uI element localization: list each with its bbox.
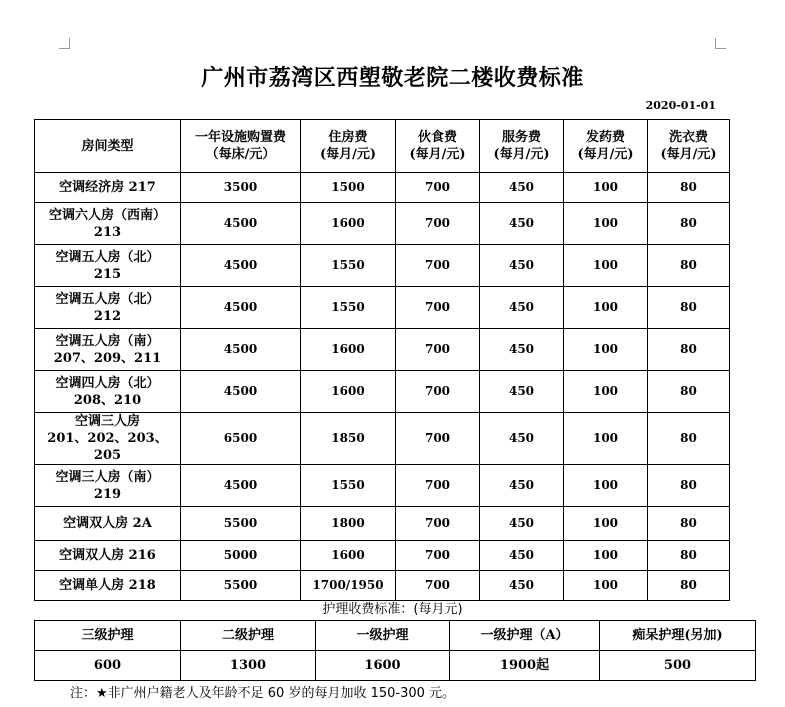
service-fee-cell: 450: [480, 203, 564, 245]
laundry-fee-cell: 80: [648, 507, 730, 541]
footnote: 注：★非广州户籍老人及年龄不足 60 岁的每月加收 150-300 元。: [70, 686, 456, 701]
nursing-value-level2: 1300: [181, 651, 316, 681]
table-row: [35, 203, 730, 245]
medicine-fee-cell: 100: [564, 571, 648, 601]
nursing-fee-table: [34, 620, 756, 681]
room-type-cell: [35, 413, 181, 465]
housing-fee-cell: 1600: [301, 329, 396, 371]
table-row: [35, 173, 730, 203]
nursing-caption: 护理收费标准：(每月元): [322, 602, 463, 617]
header-housing-fee: 住房费 (每月/元): [301, 120, 396, 173]
room-type-cell: [35, 465, 181, 507]
facility-fee-cell: 5000: [181, 541, 301, 571]
nursing-value-level1a: 1900起: [450, 651, 600, 681]
fee-table-header-row: [35, 120, 730, 173]
housing-fee-cell: 1850: [301, 413, 396, 465]
room-name: 空调四人房（北）: [55, 375, 160, 391]
room-type-cell: [35, 571, 181, 601]
header-facility-fee: 一年设施购置费 （每床/元）: [181, 120, 301, 173]
room-type-cell: [35, 371, 181, 413]
room-number: 201、202、203、205: [47, 431, 168, 463]
room-number: 207、209、211: [53, 350, 162, 366]
header-service-fee: 服务费 (每月/元): [480, 120, 564, 173]
service-fee-cell: 450: [480, 413, 564, 465]
table-row: [35, 571, 730, 601]
document-title: 广州市荔湾区西塱敬老院二楼收费标准: [201, 65, 584, 91]
facility-fee-cell: 4500: [181, 203, 301, 245]
housing-fee-cell: 1550: [301, 465, 396, 507]
service-fee-cell: 450: [480, 465, 564, 507]
table-row: [35, 541, 730, 571]
table-row: [35, 507, 730, 541]
housing-fee-cell: 1550: [301, 287, 396, 329]
service-fee-cell: 450: [480, 571, 564, 601]
room-type-cell: [35, 507, 181, 541]
room-type-cell: [35, 245, 181, 287]
medicine-fee-cell: 100: [564, 203, 648, 245]
table-row: [35, 245, 730, 287]
nursing-header-dementia: 痴呆护理(另加): [600, 621, 756, 651]
header-meal-fee: 伙食费 (每月/元): [396, 120, 480, 173]
medicine-fee-cell: 100: [564, 541, 648, 571]
room-name: 空调五人房（北）: [55, 291, 160, 307]
facility-fee-cell: 5500: [181, 571, 301, 601]
meal-fee-cell: 700: [396, 371, 480, 413]
nursing-header-level1a: 一级护理（A）: [450, 621, 600, 651]
laundry-fee-cell: 80: [648, 329, 730, 371]
crop-mark-top-left: [59, 38, 70, 49]
table-row: [35, 329, 730, 371]
room-number: 215: [93, 266, 122, 282]
service-fee-cell: 450: [480, 173, 564, 203]
meal-fee-cell: 700: [396, 507, 480, 541]
room-type-cell: [35, 329, 181, 371]
laundry-fee-cell: 80: [648, 287, 730, 329]
service-fee-cell: 450: [480, 287, 564, 329]
housing-fee-cell: 1600: [301, 203, 396, 245]
facility-fee-cell: 6500: [181, 413, 301, 465]
table-row: [35, 465, 730, 507]
laundry-fee-cell: 80: [648, 541, 730, 571]
service-fee-cell: 450: [480, 541, 564, 571]
room-type-cell: [35, 541, 181, 571]
medicine-fee-cell: 100: [564, 413, 648, 465]
nursing-header-level1: 一级护理: [316, 621, 450, 651]
meal-fee-cell: 700: [396, 203, 480, 245]
medicine-fee-cell: 100: [564, 287, 648, 329]
laundry-fee-cell: 80: [648, 571, 730, 601]
room-name: 空调三人房: [74, 414, 140, 429]
housing-fee-cell: 1600: [301, 541, 396, 571]
header-room-type: 房间类型: [35, 120, 181, 173]
nursing-header-row: [35, 621, 756, 651]
meal-fee-cell: 700: [396, 413, 480, 465]
laundry-fee-cell: 80: [648, 173, 730, 203]
nursing-value-level3: 600: [35, 651, 181, 681]
table-row: [35, 287, 730, 329]
medicine-fee-cell: 100: [564, 371, 648, 413]
facility-fee-cell: 3500: [181, 173, 301, 203]
meal-fee-cell: 700: [396, 465, 480, 507]
service-fee-cell: 450: [480, 245, 564, 287]
service-fee-cell: 450: [480, 329, 564, 371]
service-fee-cell: 450: [480, 371, 564, 413]
medicine-fee-cell: 100: [564, 329, 648, 371]
room-name: 空调经济房 217: [59, 180, 156, 195]
room-type-cell: [35, 173, 181, 203]
medicine-fee-cell: 100: [564, 245, 648, 287]
table-row: [35, 413, 730, 465]
housing-fee-cell: 1500: [301, 173, 396, 203]
service-fee-cell: 450: [480, 507, 564, 541]
room-name: 空调六人房（西南）: [48, 207, 166, 223]
room-number: 219: [93, 486, 122, 502]
nursing-header-level3: 三级护理: [35, 621, 181, 651]
table-row: [35, 371, 730, 413]
laundry-fee-cell: 80: [648, 371, 730, 413]
room-name: 空调双人房 216: [59, 548, 156, 563]
housing-fee-cell: 1550: [301, 245, 396, 287]
housing-fee-cell: 1600: [301, 371, 396, 413]
nursing-value-row: [35, 651, 756, 681]
facility-fee-cell: 4500: [181, 329, 301, 371]
room-type-cell: [35, 203, 181, 245]
room-name: 空调双人房 2A: [63, 516, 152, 531]
facility-fee-cell: 5500: [181, 507, 301, 541]
room-type-cell: [35, 287, 181, 329]
nursing-header-level2: 二级护理: [181, 621, 316, 651]
nursing-value-dementia: 500: [600, 651, 756, 681]
medicine-fee-cell: 100: [564, 465, 648, 507]
nursing-value-level1: 1600: [316, 651, 450, 681]
room-name: 空调五人房（南）: [55, 333, 160, 349]
facility-fee-cell: 4500: [181, 465, 301, 507]
laundry-fee-cell: 80: [648, 245, 730, 287]
medicine-fee-cell: 100: [564, 507, 648, 541]
laundry-fee-cell: 80: [648, 465, 730, 507]
room-name: 空调单人房 218: [59, 578, 156, 593]
facility-fee-cell: 4500: [181, 245, 301, 287]
meal-fee-cell: 700: [396, 287, 480, 329]
meal-fee-cell: 700: [396, 173, 480, 203]
room-number: 208、210: [73, 392, 142, 408]
header-laundry-fee: 洗衣费 (每月/元): [648, 120, 730, 173]
fee-table: [34, 119, 730, 601]
room-number: 212: [93, 308, 122, 324]
meal-fee-cell: 700: [396, 245, 480, 287]
housing-fee-cell: 1800: [301, 507, 396, 541]
laundry-fee-cell: 80: [648, 203, 730, 245]
room-number: 213: [93, 224, 122, 240]
facility-fee-cell: 4500: [181, 371, 301, 413]
meal-fee-cell: 700: [396, 571, 480, 601]
laundry-fee-cell: 80: [648, 413, 730, 465]
meal-fee-cell: 700: [396, 541, 480, 571]
medicine-fee-cell: 100: [564, 173, 648, 203]
document-date: 2020-01-01: [645, 99, 716, 112]
facility-fee-cell: 4500: [181, 287, 301, 329]
header-medicine-fee: 发药费 (每月/元): [564, 120, 648, 173]
room-name: 空调五人房（北）: [55, 249, 160, 265]
housing-fee-cell: 1700/1950: [301, 571, 396, 601]
crop-mark-top-right: [715, 38, 726, 49]
meal-fee-cell: 700: [396, 329, 480, 371]
room-name: 空调三人房（南）: [55, 469, 160, 485]
